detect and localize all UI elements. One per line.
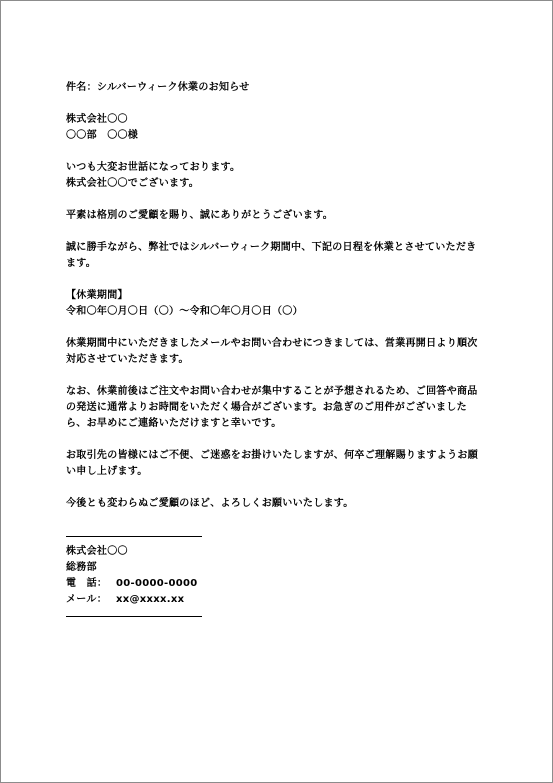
spacer [66, 96, 486, 112]
body-paragraph-apology: お取引先の皆様にはご不便、ご迷惑をお掛けいたしますが、何卒ご理解賜りますようお願い申し上げます。 [66, 450, 478, 477]
spacer [66, 144, 486, 160]
recipient-person: 〇〇部 〇〇様 [66, 130, 139, 141]
intro-paragraph: 誠に勝手ながら、弊社ではシルバーウィーク期間中、下記の日程を休業とさせていただきます。 [66, 242, 477, 269]
period-heading: 【休業期間】 [66, 290, 128, 301]
spacer [66, 320, 486, 336]
signature-phone [66, 576, 486, 592]
subject-line: 件名：シルバーウィーク休業のお知らせ [66, 82, 250, 93]
signature-department: 総務部 [66, 562, 97, 573]
thanks-line: 平素は格別のご愛顧を賜り、誠にありがとうございます。 [66, 210, 333, 221]
recipient-company: 株式会社〇〇 [66, 114, 128, 125]
signature-bottom-divider [66, 608, 486, 624]
body-paragraph-response: 休業期間中にいただきましたメールやお問い合わせにつきましては、営業再開日より順次対応させていただきます。 [66, 338, 478, 365]
email-address: xx@xxxx.xx [116, 594, 185, 605]
spacer [66, 368, 486, 384]
phone-number: 00-0000-0000 [116, 578, 198, 589]
body-paragraph-notice: なお、休業前後はご注文やお問い合わせが集中することが予想されるため、ご回答や商品の発送に通常よりお時間をいただく場合がございます。お急ぎのご用件がございましたら、お早めにご連絡いただけますと幸いです。 [66, 386, 478, 429]
signature-email [66, 592, 486, 608]
period-dates: 令和〇年〇月〇日（〇）～令和〇年〇月〇日（〇） [66, 306, 303, 317]
phone-label: 電 話： [66, 578, 108, 589]
spacer [66, 480, 486, 496]
signature-top-divider [66, 528, 486, 544]
spacer [66, 512, 486, 528]
spacer [66, 432, 486, 448]
spacer [66, 224, 486, 240]
letter-body [66, 80, 486, 624]
spacer [66, 272, 486, 288]
spacer [66, 192, 486, 208]
sender-intro-line: 株式会社〇〇でございます。 [66, 178, 200, 189]
closing-line: 今後とも変わらぬご愛顧のほど、よろしくお願いいたします。 [66, 498, 354, 509]
email-label: メール： [66, 594, 107, 605]
signature-company: 株式会社〇〇 [66, 546, 128, 557]
greeting-line: いつも大変お世話になっております。 [66, 162, 241, 173]
